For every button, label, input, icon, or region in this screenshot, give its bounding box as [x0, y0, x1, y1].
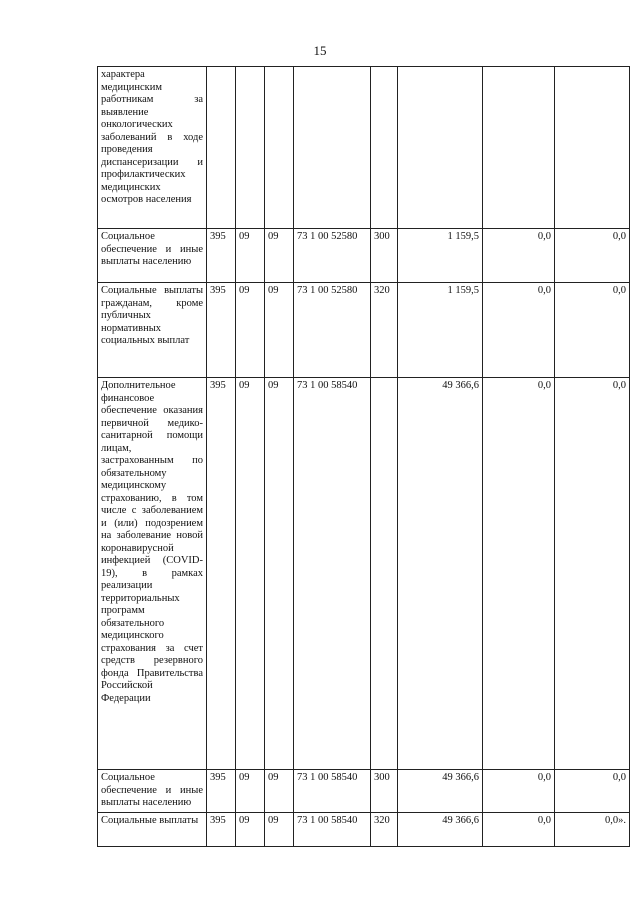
vr-cell: 320 — [371, 813, 398, 847]
amount-year3-cell: 0,0 — [555, 229, 630, 283]
amount-year3-cell: 0,0 — [555, 283, 630, 378]
cs-cell: 73 1 00 58540 — [294, 813, 371, 847]
table-row — [98, 229, 630, 283]
amount-year2-cell — [483, 67, 555, 229]
amount-year1-cell: 49 366,6 — [398, 813, 483, 847]
amount-year3-cell: 0,0». — [555, 813, 630, 847]
gr-cell: 395 — [207, 813, 236, 847]
row-name-cell — [98, 283, 207, 378]
amount-year3-cell: 0,0 — [555, 770, 630, 813]
pr-cell: 09 — [265, 770, 294, 813]
gr-cell: 395 — [207, 283, 236, 378]
pr-cell — [265, 67, 294, 229]
table-row — [98, 378, 630, 770]
amount-year1-cell — [398, 67, 483, 229]
row-name-cell — [98, 770, 207, 813]
table-row — [98, 813, 630, 847]
rz-cell: 09 — [236, 283, 265, 378]
rz-cell — [236, 67, 265, 229]
row-name-cell — [98, 813, 207, 847]
row-name: характера медицинским работникам за выявление онкологических заболеваний в ходе проведения диспансеризации и профилактических медицинских осмотров населения — [101, 69, 203, 205]
rz-cell: 09 — [236, 229, 265, 283]
cs-cell — [294, 67, 371, 229]
cs-cell: 73 1 00 58540 — [294, 770, 371, 813]
pr-cell: 09 — [265, 378, 294, 770]
vr-cell — [371, 378, 398, 770]
amount-year1-cell: 1 159,5 — [398, 229, 483, 283]
row-name: Социальные выплаты — [101, 815, 199, 826]
pr-cell: 09 — [265, 813, 294, 847]
amount-year3-cell: 0,0 — [555, 378, 630, 770]
cs-cell: 73 1 00 58540 — [294, 378, 371, 770]
budget-table — [97, 66, 630, 847]
row-name-cell — [98, 378, 207, 770]
amount-year3-cell — [555, 67, 630, 229]
amount-year2-cell: 0,0 — [483, 813, 555, 847]
page-number: 15 — [313, 43, 327, 58]
cs-cell: 73 1 00 52580 — [294, 283, 371, 378]
rz-cell: 09 — [236, 770, 265, 813]
row-name-cell — [98, 229, 207, 283]
gr-cell: 395 — [207, 378, 236, 770]
table-row — [98, 283, 630, 378]
gr-cell: 395 — [207, 229, 236, 283]
vr-cell: 320 — [371, 283, 398, 378]
row-name-cell — [98, 67, 207, 229]
row-name: Социальные выплаты гражданам, кроме публичных нормативных социальных выплат — [101, 285, 203, 346]
amount-year2-cell: 0,0 — [483, 770, 555, 813]
gr-cell: 395 — [207, 770, 236, 813]
rz-cell: 09 — [236, 813, 265, 847]
vr-cell — [371, 67, 398, 229]
amount-year2-cell: 0,0 — [483, 378, 555, 770]
vr-cell: 300 — [371, 229, 398, 283]
amount-year1-cell: 1 159,5 — [398, 283, 483, 378]
pr-cell: 09 — [265, 229, 294, 283]
vr-cell: 300 — [371, 770, 398, 813]
amount-year2-cell: 0,0 — [483, 229, 555, 283]
amount-year1-cell: 49 366,6 — [398, 378, 483, 770]
pr-cell: 09 — [265, 283, 294, 378]
cs-cell: 73 1 00 52580 — [294, 229, 371, 283]
table-row — [98, 770, 630, 813]
row-name: Социальное обеспечение и иные выплаты населению — [101, 772, 203, 808]
row-name: Социальное обеспечение и иные выплаты населению — [101, 231, 203, 267]
rz-cell: 09 — [236, 378, 265, 770]
gr-cell — [207, 67, 236, 229]
table-row — [98, 67, 630, 229]
row-name: Дополнительное финансовое обеспечение оказания первичной медико-санитарной помощи лицам, застрахованным по обязательному медицинскому страхованию, в том числе с заболеванием и (или) подозрением на заболевание новой коронавирусной инфекцией (COVID-19), в рамках реализации территориальных программ обязательного медицинского страхования за счет средств резервного фонда Правительства Российской Федерации — [101, 380, 203, 704]
amount-year1-cell: 49 366,6 — [398, 770, 483, 813]
amount-year2-cell: 0,0 — [483, 283, 555, 378]
